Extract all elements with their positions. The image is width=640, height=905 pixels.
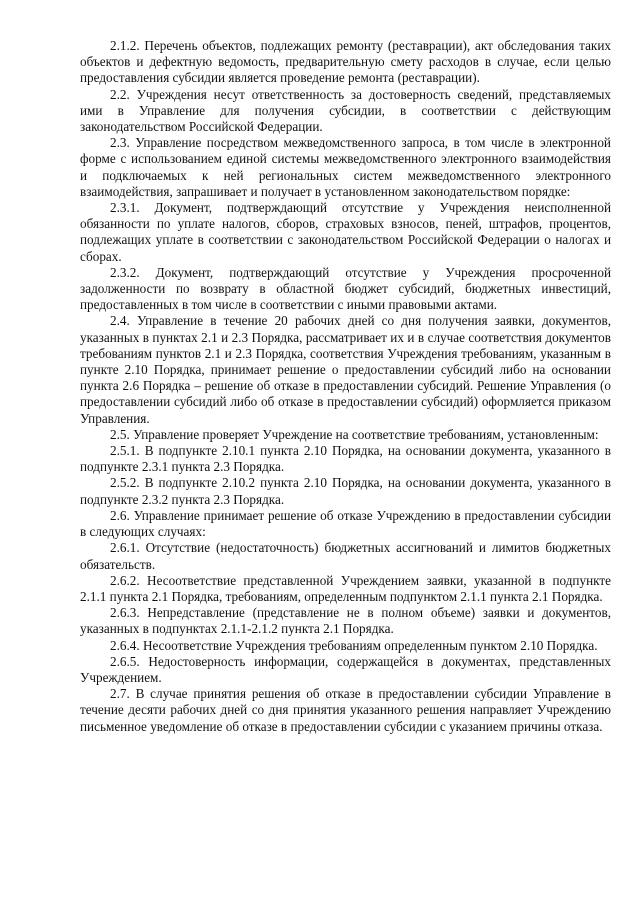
paragraph-2-5: 2.5. Управление проверяет Учреждение на соответствие требованиям, установленным: (110, 426, 599, 442)
paragraph-2-7: 2.7. В случае принятия решения об отказе в предоставлении субсидии Управление в течение десяти рабочих дней со дня принятия указанного решения направляет Учреждению письменное уведомление об отказе в предоставлении субсидии с указанием причины отказа. (80, 686, 611, 734)
paragraph-2-6-4: 2.6.4. Несоответствие Учреждения требованиям определенным пунктом 2.10 Порядка. (110, 637, 598, 653)
document-page (80, 38, 611, 735)
paragraph-2-6-3: 2.6.3. Непредставление (представление не в полном объеме) заявки и документов, указанных в подпунктах 2.1.1-2.1.2 пункта 2.1 Порядка. (80, 605, 611, 637)
paragraph-2-6-2: 2.6.2. Несоответствие представленной Учреждением заявки, указанной в подпункте 2.1.1 пункта 2.1 Порядка, требованиям, определенным подпунктом 2.1.1 пункта 2.1 Порядка. (80, 572, 611, 604)
paragraph-2-3: 2.3. Управление посредством межведомственного запроса, в том числе в электронной форме с использованием единой системы межведомственного электронного взаимодействия и подключаемых к ней региональных систем межведомственного электронного взаимодействия, запрашивает и получает в установленном законодательством порядке: (80, 135, 611, 199)
paragraph-2-6: 2.6. Управление принимает решение об отказе Учреждению в предоставлении субсидии в следующих случаях: (80, 507, 611, 540)
paragraph-2-4: 2.4. Управление в течение 20 рабочих дней со дня получения заявки, документов, указанных в пунктах 2.1 и 2.3 Порядка, рассматривает их и в случае соответствия документов требованиям пунктов 2.1 и 2.3 Порядка, соответствия Учреждения требованиям, указанным в пункте 2.10 Порядка, принимает решение о предоставлении субсидий либо на основании пункта 2.6 Порядка – решение об отказе в предоставлении субсидий. Решение Управления (о предоставлении субсидий либо об отказе в предоставлении субсидий) оформляется приказом Управления. (80, 313, 611, 426)
paragraph-2-2: 2.2. Учреждения несут ответственность за достоверность сведений, представляемых ими в Управление для получения субсидии, в соответствии с действующим законодательством Российской Федерации. (80, 86, 611, 135)
paragraph-2-1-2: 2.1.2. Перечень объектов, подлежащих ремонту (реставрации), акт обследования таких объектов и дефектную ведомость, предварительную смету расходов в случае, если целью предоставления субсидии является проведение ремонта (реставрации). (80, 38, 611, 86)
paragraph-2-5-1: 2.5.1. В подпункте 2.10.1 пункта 2.10 Порядка, на основании документа, указанного в подпункте 2.3.1 пункта 2.3 Порядка. (80, 443, 611, 475)
paragraph-2-5-2: 2.5.2. В подпункте 2.10.2 пункта 2.10 Порядка, на основании документа, указанного в подпункте 2.3.2 пункта 2.3 Порядка. (80, 475, 611, 507)
paragraph-2-6-1: 2.6.1. Отсутствие (недостаточность) бюджетных ассигнований и лимитов бюджетных обязательств. (80, 540, 611, 572)
paragraph-2-6-5: 2.6.5. Недостоверность информации, содержащейся в документах, представленных Учреждением. (80, 653, 611, 685)
paragraph-2-3-2: 2.3.2. Документ, подтверждающий отсутствие у Учреждения просроченной задолженности по возврату в областной бюджет субсидий, бюджетных инвестиций, предоставленных в том числе в соответствии с иными правовыми актами. (80, 264, 611, 313)
paragraph-2-3-1: 2.3.1. Документ, подтверждающий отсутствие у Учреждения неисполненной обязанности по уплате налогов, сборов, страховых взносов, пеней, штрафов, процентов, подлежащих уплате в соответствии с законодательством Российской Федерации о налогах и сборах. (80, 200, 611, 264)
